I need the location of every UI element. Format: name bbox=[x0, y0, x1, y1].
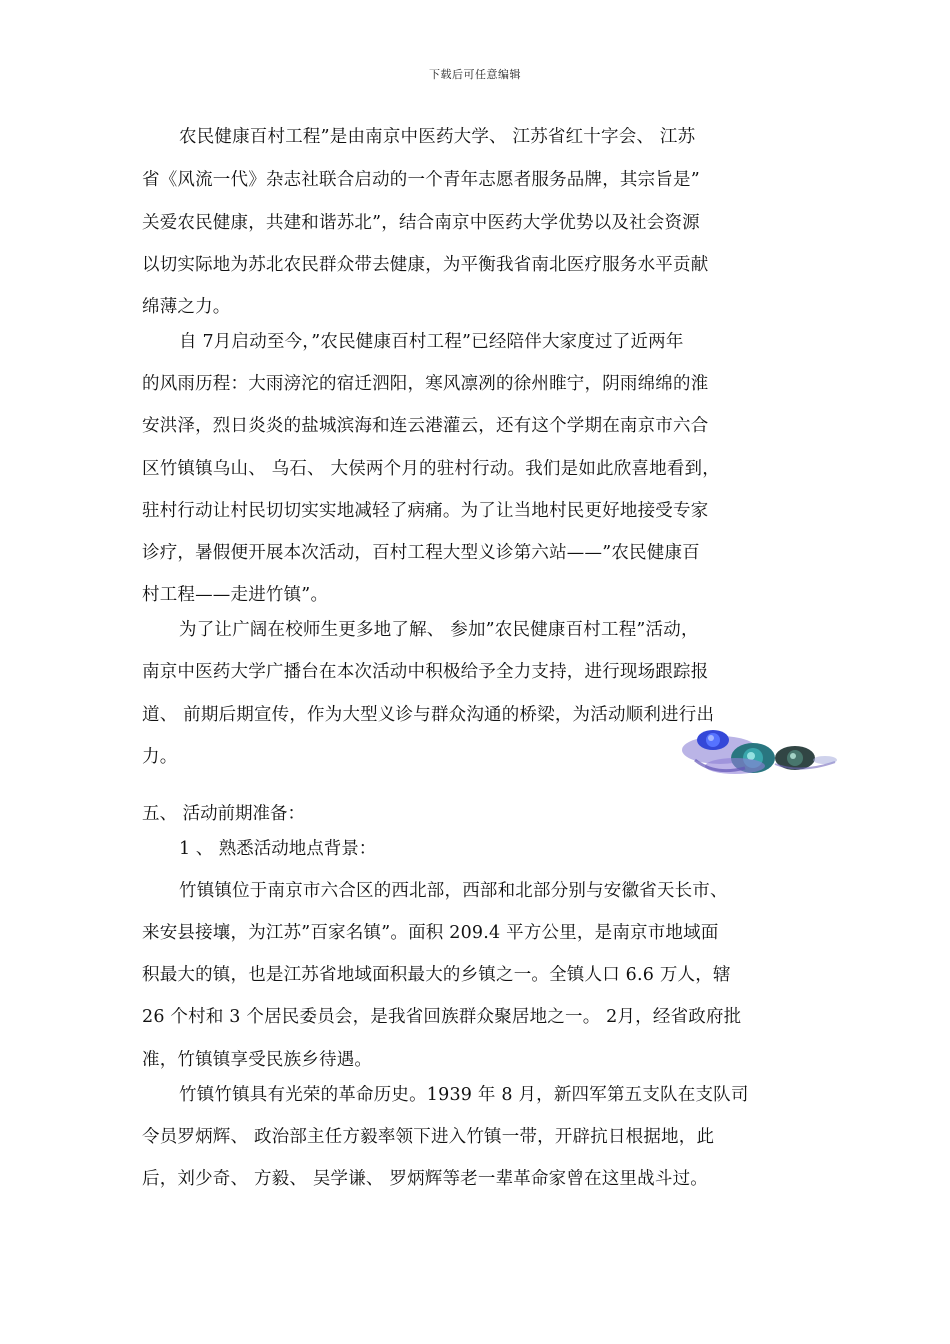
paragraph-line: 的风雨历程：大雨滂沱的宿迁泗阳，寒风凛冽的徐州睢宁，阴雨绵绵的淮 bbox=[142, 374, 709, 394]
paragraph-line: 道、 前期后期宣传，作为大型义诊与群众沟通的桥梁，为活动顺利进行出 bbox=[142, 705, 715, 725]
paragraph-line: 准，竹镇镇享受民族乡待遇。 bbox=[142, 1050, 373, 1070]
paragraph-line: 竹镇镇位于南京市六合区的西北部，西部和北部分别与安徽省天长市、 bbox=[179, 881, 728, 901]
paragraph-line: 以切实际地为苏北农民群众带去健康，为平衡我省南北医疗服务水平贡献 bbox=[142, 255, 709, 275]
paragraph-line: 关爱农民健康，共建和谐苏北”，结合南京中医药大学优势以及社会资源 bbox=[142, 213, 700, 233]
paragraph-line: 后，刘少奇、 方毅、 吴学谦、 罗炳辉等老一辈革命家曾在这里战斗过。 bbox=[142, 1169, 708, 1189]
paragraph-line: 绵薄之力。 bbox=[142, 297, 231, 317]
paragraph-line: 区竹镇镇乌山、 乌石、 大侯两个月的驻村行动。我们是如此欣喜地看到， bbox=[142, 459, 720, 479]
paragraph-line: 为了让广阔在校师生更多地了解、 参加”农民健康百村工程”活动， bbox=[179, 620, 699, 640]
paragraph-line: 省《风流一代》杂志社联合启动的一个青年志愿者服务品牌，其宗旨是” bbox=[142, 170, 700, 190]
paragraph-line: 令员罗炳辉、 政治部主任方毅率领下进入竹镇一带，开辟抗日根据地，此 bbox=[142, 1127, 715, 1147]
paragraph-line: 竹镇竹镇具有光荣的革命历史。1939 年 8 月，新四军第五支队在支队司 bbox=[179, 1085, 749, 1105]
paragraph-line: 自 7月启动至今，”农民健康百村工程”已经陪伴大家度过了近两年 bbox=[179, 332, 684, 352]
paragraph-line: 来安县接壤，为江苏”百家名镇”。面积 209.4 平方公里，是南京市地域面 bbox=[142, 923, 719, 943]
subsection-heading: 1 、 熟悉活动地点背景： bbox=[179, 839, 377, 859]
rose-decoration-icon bbox=[675, 718, 850, 780]
paragraph-line: 力。 bbox=[142, 747, 178, 767]
paragraph-line: 驻村行动让村民切切实实地减轻了病痛。为了让当地村民更好地接受专家 bbox=[142, 501, 709, 521]
paragraph-line: 村工程——走进竹镇”。 bbox=[142, 585, 329, 605]
page-header: 下载后可任意编辑 bbox=[429, 68, 521, 81]
paragraph-line: 安洪泽，烈日炎炎的盐城滨海和连云港灌云，还有这个学期在南京市六合 bbox=[142, 416, 709, 436]
paragraph-line: 农民健康百村工程”是由南京中医药大学、 江苏省红十字会、 江苏 bbox=[179, 127, 696, 147]
paragraph-line: 26 个村和 3 个居民委员会，是我省回族群众聚居地之一。 2月，经省政府批 bbox=[142, 1007, 742, 1027]
paragraph-line: 南京中医药大学广播台在本次活动中积极给予全力支持，进行现场跟踪报 bbox=[142, 662, 709, 682]
paragraph-line: 诊疗，暑假便开展本次活动，百村工程大型义诊第六站——”农民健康百 bbox=[142, 543, 700, 563]
section-heading: 五、 活动前期准备： bbox=[142, 804, 306, 824]
paragraph-line: 积最大的镇，也是江苏省地域面积最大的乡镇之一。全镇人口 6.6 万人，辖 bbox=[142, 965, 731, 985]
